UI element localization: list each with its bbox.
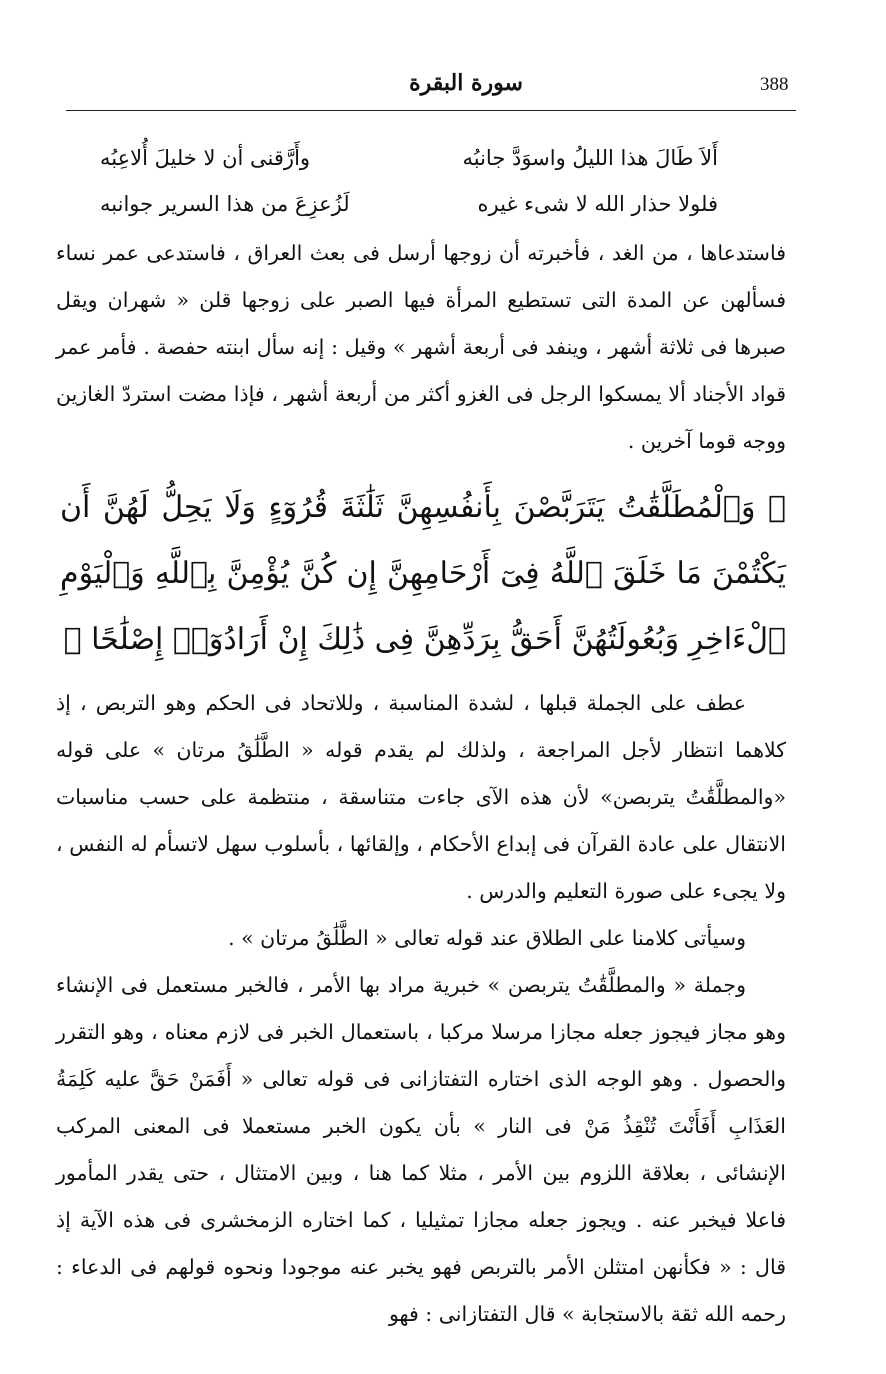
commentary-section — [56, 680, 786, 1338]
commentary-paragraph: عطف على الجملة قبلها ، لشدة المناسبة ، وللاتحاد فى الحكم وهو التربص ، إذ كلاهما انتظار لأجل المراجعة ، ولذلك لم يقدم قوله « الطَّلَٰقُ مرتان » على قوله «والمطلَّقَٰتُ يتربصن» لأن هذه الآى جاءت متناسقة ، منتظمة على حسب مناسبات الانتقال على عادة القرآن فى إبداع الأحكام ، وإلقائها ، بأسلوب سهل لاتسأم له النفس ، ولا يجىء على صورة التعليم والدرس . — [56, 691, 786, 903]
verse-second-hemistich: لَزُعزِعَ من هذا السرير جوانبه — [100, 192, 350, 216]
quran-verse: ﴿ وَٱلْمُطَلَّقَٰتُ يَتَرَبَّصْنَ بِأَنفُسِهِنَّ ثَلَٰثَةَ قُرُوٓءٍ وَلَا يَحِلُّ لَهُنَّ أَن يَكْتُمْنَ مَا خَلَقَ ٱللَّهُ فِىٓ أَرْحَامِهِنَّ إِن كُنَّ يُؤْمِنَّ بِٱللَّهِ وَٱلْيَوْمِ ٱلْءَاخِرِ وَبُعُولَتُهُنَّ أَحَقُّ بِرَدِّهِنَّ فِى ذَٰلِكَ إِنْ أَرَادُوٓا۟ إِصْلَٰحًا ﴾ — [60, 490, 786, 657]
commentary-paragraph: وجملة « والمطلَّقَٰتُ يتربصن » خبرية مراد بها الأمر ، فالخبر مستعمل فى الإنشاء وهو مجاز فيجوز جعله مجازا مرسلا مركبا ، باستعمال الخبر فى لازم معناه ، وهو التقرر والحصول . وهو الوجه الذى اختاره التفتازانى فى قوله تعالى « أَفَمَنْ حَقَّ عليه كَلِمَةُ العَذَابِ أَفَأَنْتَ تُنْقِذُ مَنْ فى النار » بأن يكون الخبر مستعملا فى المعنى المركب الإنشائى ، بعلاقة اللزوم بين الأمر ، مثلا كما هنا ، وبين الامتثال ، حتى يقدر المأمور فاعلا فيخبر عنه . ويجوز جعله مجازا تمثيليا ، كما اختاره الزمخشرى فى هذه الآية إذ قال : « فكأنهن امتثلن الأمر بالتربص فهو يخبر عنه موجودا ونحوه قولهم فى الدعاء : رحمه الله ثقة بالاستجابة » قال التفتازانى : فهو — [56, 973, 786, 1326]
poetry-verse — [100, 184, 718, 230]
cross-reference-paragraph: وسيأتى كلامنا على الطلاق عند قوله تعالى « الطَّلَٰقُ مرتان » . — [228, 926, 746, 950]
poetry-verse — [100, 138, 718, 184]
verse-first-hemistich: أَلاَ طَالَ هذا الليلُ واسوَدَّ جانبُه — [462, 146, 718, 170]
page-number: 388 — [760, 74, 789, 95]
verse-first-hemistich: فلولا حذار الله لا شىء غيره — [477, 192, 718, 216]
narrative-section — [56, 230, 786, 465]
verse-second-hemistich: وأَرَّقنى أن لا خليلَ أُلاعِبُه — [100, 146, 311, 170]
page-header — [66, 66, 798, 108]
running-title: سورة البقرة — [409, 70, 523, 96]
header-divider — [66, 110, 796, 111]
narrative-paragraph: فاستدعاها ، من الغد ، فأخبرته أن زوجها أرسل فى بعث العراق ، فاستدعى عمر نساء فسألهن عن المدة التى تستطيع المرأة فيها الصبر على زوجها قلن « شهران ويقل صبرها فى ثلاثة أشهر ، وينفد فى أربعة أشهر » وقيل : إنه سأل ابنته حفصة . فأمر عمر قواد الأجناد ألا يمسكوا الرجل فى الغزو أكثر من أربعة أشهر ، فإذا مضت استردّ الغازين ووجه قوما آخرين . — [56, 241, 786, 453]
poetry-block — [100, 138, 718, 230]
